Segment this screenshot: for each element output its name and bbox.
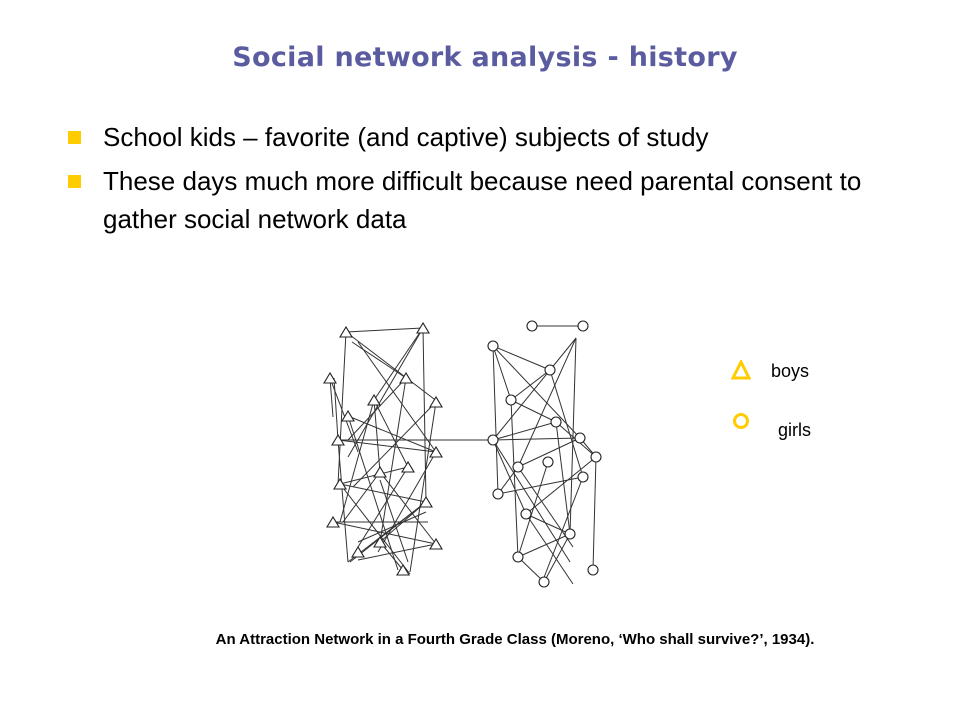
- bullet-square-icon: [68, 131, 81, 144]
- legend-boys-label: boys: [771, 361, 810, 381]
- bullet-list: [68, 118, 908, 244]
- boy-nodes: [324, 323, 442, 575]
- bullet-square-icon: [68, 175, 81, 188]
- bullet-text: School kids – favorite (and captive) subjects of study: [103, 122, 709, 152]
- bullet-item: [68, 162, 908, 238]
- legend-girls-label: girls: [778, 420, 812, 440]
- slide-title: Social network analysis - history: [232, 42, 738, 73]
- network-edges: [330, 326, 596, 584]
- bullet-text: These days much more difficult because need parental consent to gather social network data: [103, 166, 862, 234]
- girl-nodes: [488, 321, 601, 587]
- bullet-item: [68, 118, 908, 156]
- circle-icon: [731, 411, 751, 431]
- figure-caption: An Attraction Network in a Fourth Grade Class (Moreno, ‘Who shall survive?’, 1934).: [215, 631, 815, 648]
- triangle-icon: [731, 360, 751, 380]
- attraction-network-diagram: [318, 312, 628, 597]
